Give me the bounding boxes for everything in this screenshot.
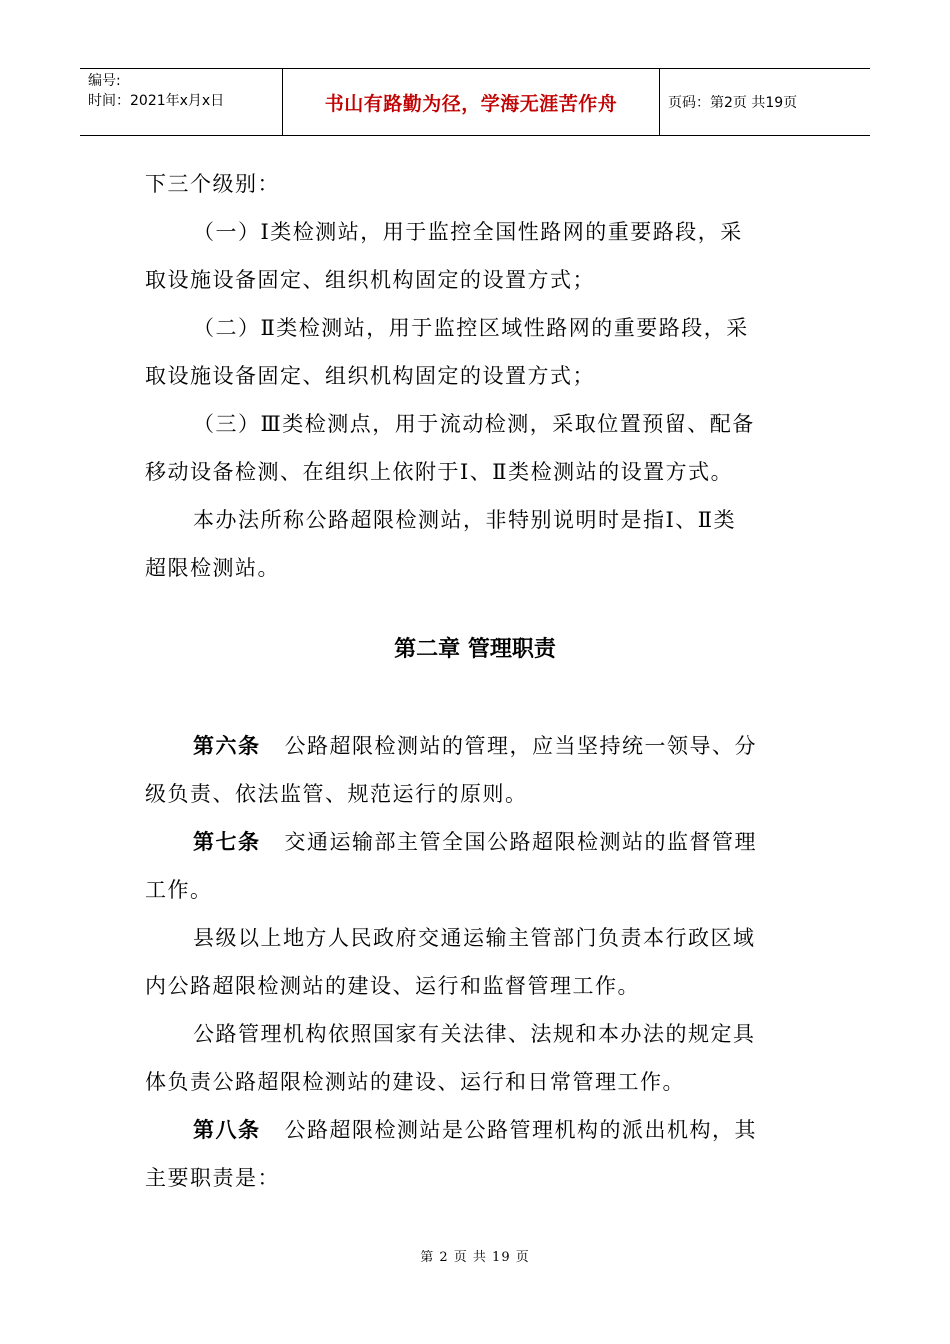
paragraph-line: 县级以上地方人民政府交通运输主管部门负责本行政区域: [193, 926, 756, 950]
paragraph-line: 取设施设备固定、组织机构固定的设置方式；: [145, 364, 595, 388]
paragraph-line: 本办法所称公路超限检测站，非特别说明时是指Ⅰ、Ⅱ类: [193, 508, 737, 532]
article-label: 第七条: [193, 830, 261, 854]
article-text: 交通运输部主管全国公路超限检测站的监督管理: [284, 830, 757, 854]
paragraph-line: 内公路超限检测站的建设、运行和监督管理工作。: [145, 974, 640, 998]
paragraph-line: 级负责、依法监管、规范运行的原则。: [145, 782, 528, 806]
article-text: 公路超限检测站是公路管理机构的派出机构，其: [284, 1118, 757, 1142]
paragraph-line: 主要职责是：: [145, 1166, 280, 1190]
header-page-info: 页码：第2页 共19页: [668, 95, 798, 111]
article-line: [145, 818, 810, 866]
paragraph-line: 超限检测站。: [145, 556, 280, 580]
paragraph-line: 下三个级别：: [145, 172, 280, 196]
article-label: 第六条: [193, 734, 261, 758]
header-meta: [80, 69, 283, 135]
paragraph-line: 工作。: [145, 878, 213, 902]
paragraph-line: 体负责公路超限检测站的建设、运行和日常管理工作。: [145, 1070, 685, 1094]
document-header: [80, 68, 870, 136]
article-line: [145, 722, 810, 770]
body-section-1: [145, 160, 810, 592]
time-label: 时间：2021年x月x日: [88, 93, 225, 109]
page-footer: 第 2 页 共 19 页: [420, 1250, 530, 1265]
article-line: [145, 1106, 810, 1154]
article-label: 第八条: [193, 1118, 261, 1142]
header-motto: 书山有路勤为径，学海无涯苦作舟: [283, 69, 660, 135]
paragraph-line: 公路管理机构依照国家有关法律、法规和本办法的规定具: [193, 1022, 756, 1046]
article-text: 公路超限检测站的管理，应当坚持统一领导、分: [284, 734, 757, 758]
paragraph-line: 取设施设备固定、组织机构固定的设置方式；: [145, 268, 595, 292]
number-label: 编号:: [88, 73, 121, 89]
paragraph-line: （一）Ⅰ类检测站，用于监控全国性路网的重要路段，采: [193, 220, 743, 244]
paragraph-line: （二）Ⅱ类检测站，用于监控区域性路网的重要路段，采: [193, 316, 749, 340]
paragraph-line: （三）Ⅲ类检测点，用于流动检测，采取位置预留、配备: [193, 412, 755, 436]
paragraph-line: 移动设备检测、在组织上依附于Ⅰ、Ⅱ类检测站的设置方式。: [145, 460, 734, 484]
chapter-title: 第二章 管理职责: [394, 637, 556, 662]
body-section-2: [145, 722, 810, 1202]
